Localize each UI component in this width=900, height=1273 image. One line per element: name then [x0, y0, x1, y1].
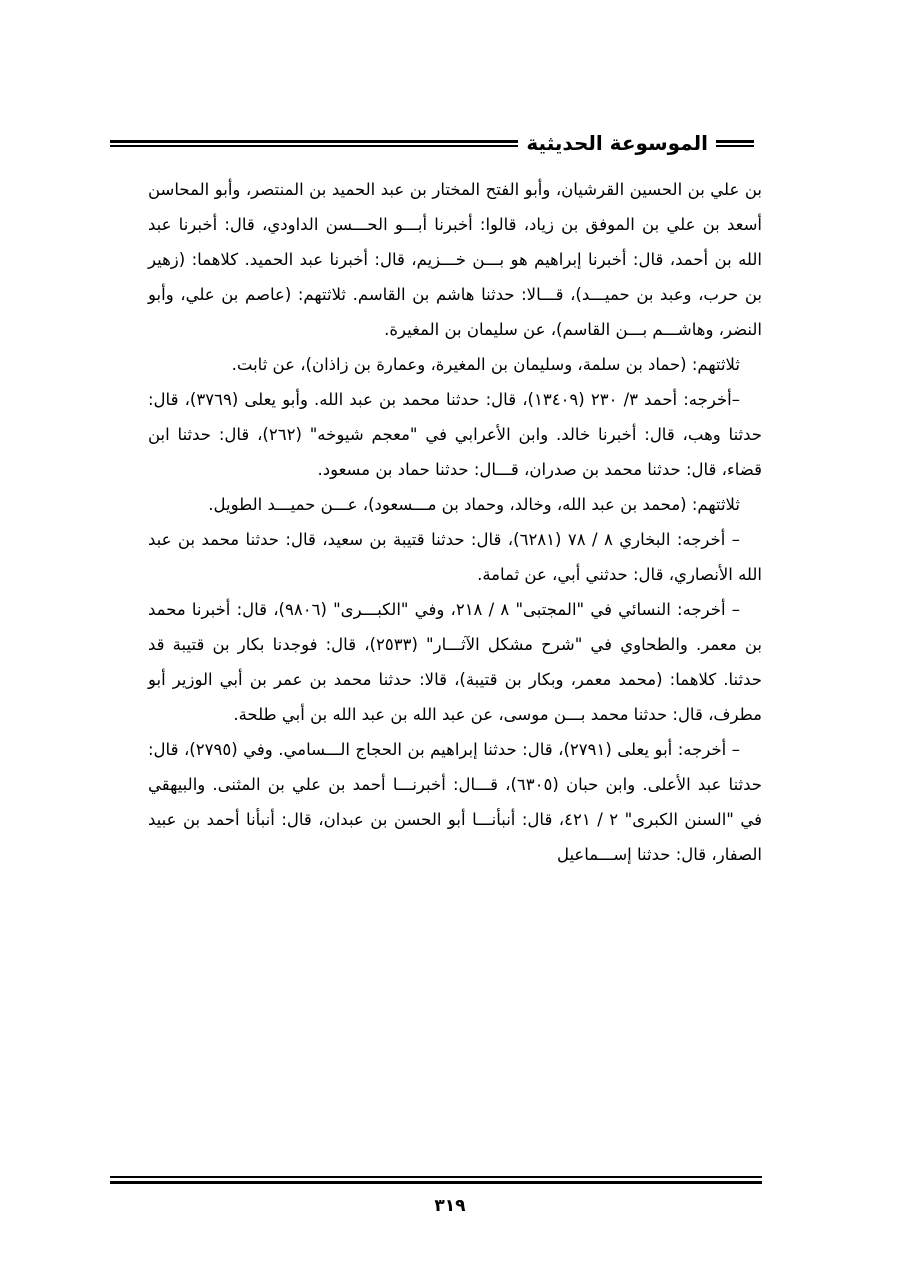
- header-title: الموسوعة الحديثية: [526, 131, 708, 155]
- paragraph: بن علي بن الحسين القرشيان، وأبو الفتح المختار بن عبد الحميد بن المنتصر، وأبو المحاسن أسعد بن علي بن الموفق بن زياد، قالوا: أخبرنا أبـــو الحـــسن الداودي، قال: أخبرنا عبد الله بن أحمد، قال: أخبرنا إبراهيم هو بـــن خـــزيم، قال: أخبرنا عبد الحميد. كلاهما: (زهير بن حرب، وعبد بن حميـــد)، قـــالا: حدثنا هاشم بن القاسم. ثلاثتهم: (عاصم بن علي، وأبو النضر، وهاشـــم بـــن القاسم)، عن سليمان بن المغيرة.: [148, 180, 762, 339]
- paragraph: – أخرجه: البخاري ٨ / ٧٨ (٦٢٨١)، قال: حدثنا قتيبة بن سعيد، قال: حدثنا محمد بن عبد الله الأنصاري، قال: حدثني أبي، عن ثمامة.: [148, 530, 762, 584]
- header-rule-long: [110, 140, 518, 147]
- running-header: [110, 128, 762, 158]
- header-rule-short: [716, 140, 754, 147]
- paragraph: –أخرجه: أحمد ٣/ ٢٣٠ (١٣٤٠٩)، قال: حدثنا محمد بن عبد الله. وأبو يعلى (٣٧٦٩)، قال: حدثنا وهب، قال: أخبرنا خالد. وابن الأعرابي في "معجم شيوخه" (٢٦٢)، قال: حدثنا ابن قضاء، قال: حدثنا محمد بن صدران، قـــال: حدثنا حماد بن مسعود.: [148, 390, 763, 479]
- paragraph: – أخرجه: النسائي في "المجتبى" ٨ / ٢١٨، وفي "الكبـــرى" (٩٨٠٦)، قال: أخبرنا محمد بن معمر. والطحاوي في "شرح مشكل الآثـــار" (٢٥٣٣)، قال: فوجدنا بكار بن قتيبة قد حدثنا. كلاهما: (محمد معمر، وبكار بن قتيبة)، قالا: حدثنا محمد بن عمر بن أبي الوزير أبو مطرف، قال: حدثنا محمد بـــن موسى، عن عبد الله بن عبد الله بن أبي طلحة.: [148, 600, 762, 724]
- footer-rule: [110, 1176, 762, 1184]
- paragraph: ثلاثتهم: (محمد بن عبد الله، وخالد، وحماد بن مـــسعود)، عـــن حميـــد الطويل.: [208, 495, 740, 514]
- page-body: [148, 172, 762, 872]
- paragraph: ثلاثتهم: (حماد بن سلمة، وسليمان بن المغيرة، وعمارة بن زاذان)، عن ثابت.: [231, 355, 740, 374]
- paragraph: – أخرجه: أبو يعلى (٢٧٩١)، قال: حدثنا إبراهيم بن الحجاج الـــسامي. وفي (٢٧٩٥)، قال: حدثنا عبد الأعلى. وابن حبان (٦٣٠٥)، قـــال: أخبرنـــا أحمد بن علي بن المثنى. والبيهقي في "السنن الكبرى" ٢ / ٤٢١، قال: أنبأنـــا أبو الحسن بن عبدان، قال: أنبأنا أحمد بن عبيد الصفار، قال: حدثنا إســـماعيل: [148, 740, 762, 864]
- page-number: ٣١٩: [434, 1196, 466, 1216]
